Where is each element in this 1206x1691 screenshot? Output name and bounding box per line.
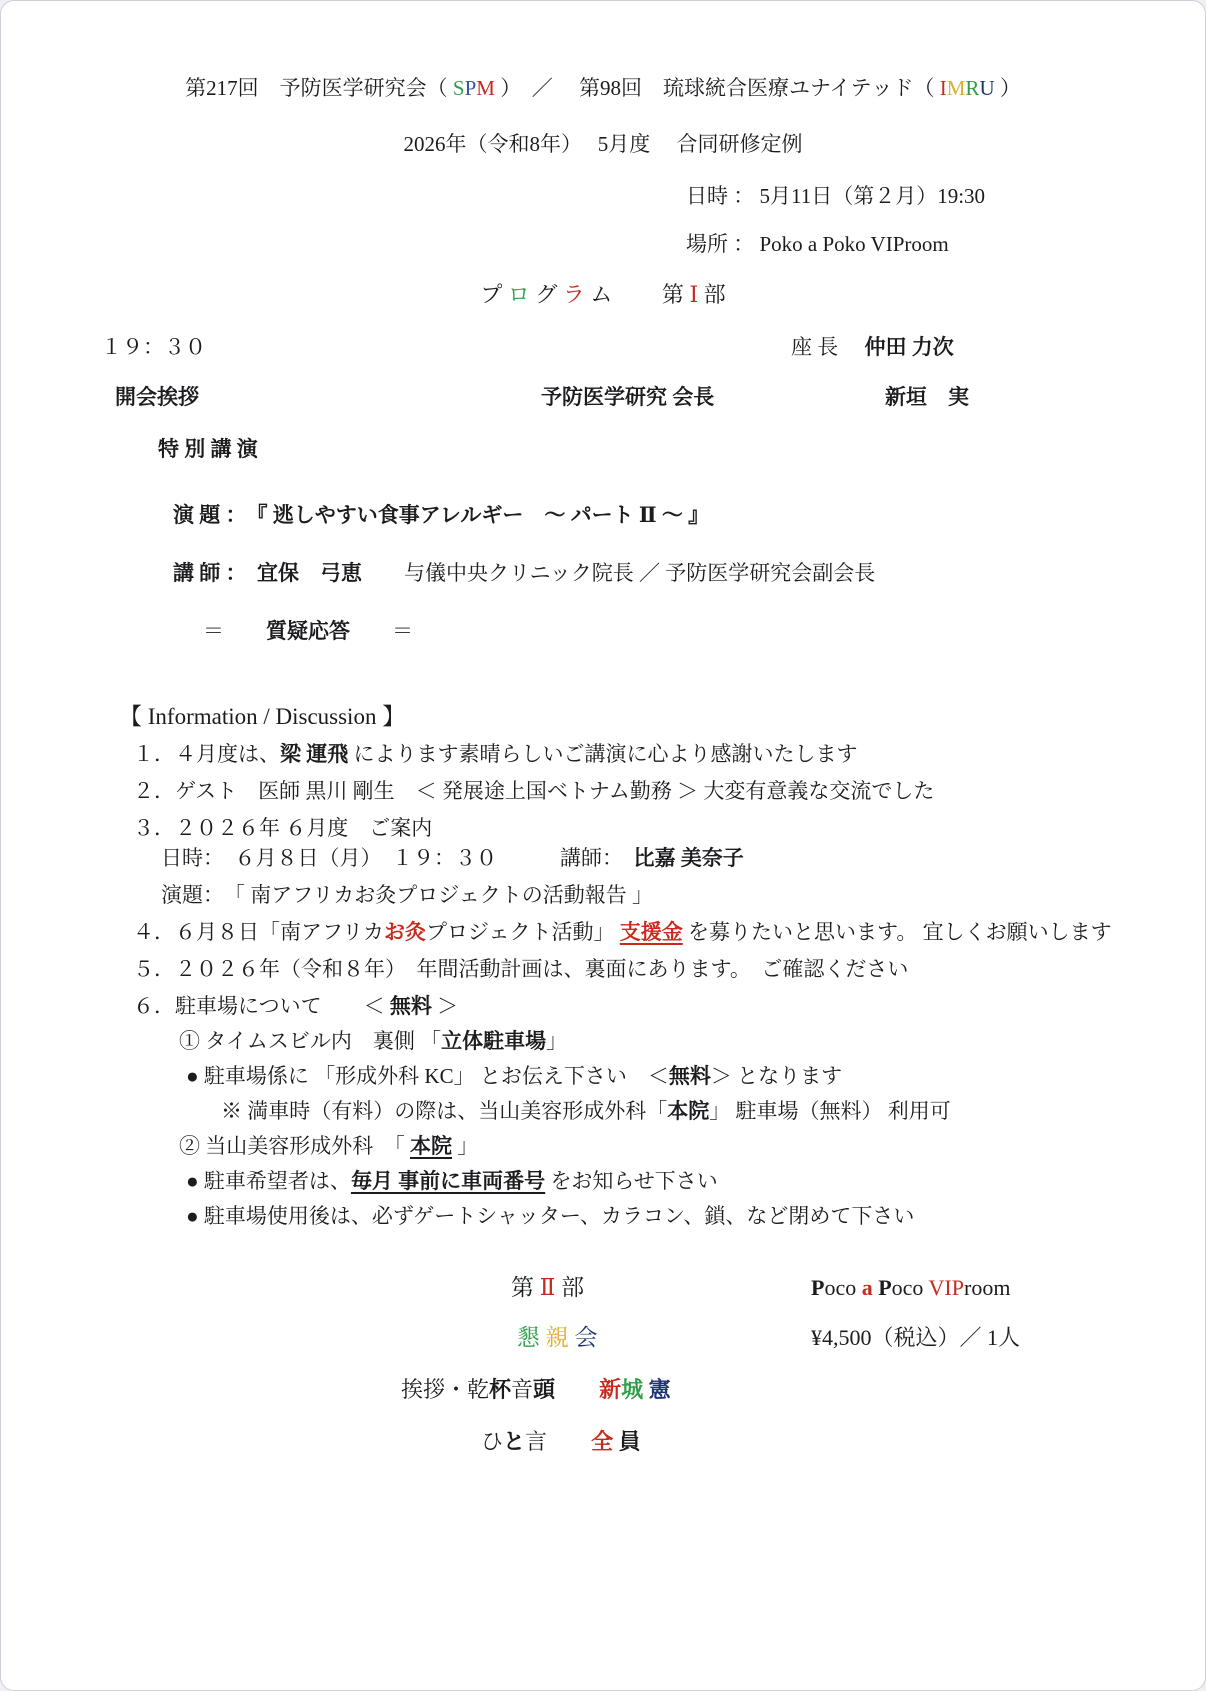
doc-title: 第217回 予防医学研究会（ SPM ） ／ 第98回 琉球統合医療ユナイテッド（ IMRU ） <box>185 76 1021 100</box>
meta-datetime: 日時 ： 5月11日（第２月）19:30 <box>686 184 986 208</box>
part2-label: 第 Ⅱ 部 <box>511 1275 585 1300</box>
info-item-6 <box>93 991 1113 1021</box>
info-subitem-topic-text: 演題： 「 南アフリカお灸プロジェクトの活動報告 」 <box>161 883 654 907</box>
part2-venue: Poco a Poco VIProom <box>811 1275 1011 1300</box>
program-heading: プ ロ グ ラ ム 第 Ⅰ 部 <box>480 282 726 307</box>
lecture-title: 演 題 ： 『 逃しやすい食事アレルギー ～ パート Ⅱ ～ 』 <box>173 503 710 527</box>
info-subitem-topic <box>93 880 1113 910</box>
info-item-1 <box>93 739 1113 769</box>
info-subitem-datetime-text: 日時： ６月８日（月） １９：３０ 講師： 比嘉 美奈子 <box>161 846 744 870</box>
info-item-3 <box>93 813 1113 843</box>
info-item-1-text: １．４月度は、梁 運飛 によります素晴らしいご講演に心より感謝いたします <box>133 742 858 766</box>
opening-org: 予防医学研究 会長 <box>541 385 715 409</box>
lecture-title-row <box>93 500 1113 530</box>
info-heading: 【 Information / Discussion 】 <box>119 704 406 729</box>
toast-line: 挨拶・乾杯音頭 新城 憲 <box>401 1377 671 1402</box>
parking-line-6-text: ● 駐車場使用後は、必ずゲートシャッター、カラコン、鎖、など閉めて下さい <box>186 1204 915 1228</box>
qa-row <box>93 616 1113 646</box>
meta-venue: 場所 ： Poko a Poko VIProom <box>686 232 949 256</box>
special-lecture-heading: 特 別 講 演 <box>158 437 258 461</box>
doc-subtitle: 2026年（令和8年） 5月度 合同研修定例 <box>403 132 803 156</box>
hitokoto-row <box>93 1427 1113 1457</box>
parking-line-5 <box>93 1166 1113 1196</box>
lecturer-line: 講 師 ： 宜保 弓恵 与儀中央クリニック院長 ／ 予防医学研究会副会長 <box>173 561 876 585</box>
parking-line-6 <box>93 1201 1113 1231</box>
parking-line-4-text: ② 当山美容形成外科 「 本院 」 <box>179 1134 479 1158</box>
parking-line-5-text: ● 駐車希望者は、毎月 事前に車両番号 をお知らせ下さい <box>186 1169 718 1193</box>
start-time: １９：３０ <box>101 335 206 359</box>
party-row <box>93 1323 1113 1353</box>
parking-line-1-text: ① タイムスビル内 裏側 「立体駐車場」 <box>179 1029 568 1053</box>
info-item-5-text: ５．２０２６年（令和８年） 年間活動計画は、裏面にあります。 ご確認ください <box>133 957 909 981</box>
opening-row <box>93 382 1113 412</box>
info-heading-row <box>93 702 1113 732</box>
qa-line: ＝ 質疑応答 ＝ <box>203 619 413 643</box>
info-item-2 <box>93 776 1113 806</box>
info-item-4 <box>93 917 1113 947</box>
info-item-3-text: ３．２０２６年 ６月度 ご案内 <box>133 816 433 840</box>
parking-line-2 <box>93 1061 1113 1091</box>
time-chair-row <box>93 332 1113 362</box>
part2-header-row <box>93 1273 1113 1303</box>
info-item-2-text: ２．ゲスト 医師 黒川 剛生 ＜ 発展途上国ベトナム勤務 ＞ 大変有意義な交流でした <box>133 779 935 803</box>
parking-line-1 <box>93 1026 1113 1056</box>
info-subitem-datetime <box>93 843 1113 873</box>
toast-row <box>93 1375 1113 1405</box>
info-item-5 <box>93 954 1113 984</box>
lecturer-row <box>93 558 1113 588</box>
hitokoto-line: ひと言 全 員 <box>481 1429 641 1454</box>
opening-label: 開会挨拶 <box>115 385 199 409</box>
party-fee: ¥4,500（税込）／ 1人 <box>811 1325 1021 1350</box>
party-label: 懇 親 会 <box>517 1325 598 1350</box>
chair-line: 座 長 仲田 力次 <box>791 335 954 359</box>
opening-name: 新垣 実 <box>885 385 969 409</box>
parking-line-4 <box>93 1131 1113 1161</box>
parking-line-2-text: ● 駐車場係に 「形成外科 KC」 とお伝え下さい ＜無料＞ となります <box>186 1064 843 1088</box>
special-lecture-row <box>93 434 1113 464</box>
info-item-6-text: ６．駐車場について ＜ 無料 ＞ <box>133 994 459 1018</box>
info-item-4-text: ４．６月８日「南アフリカお灸プロジェクト活動」 支援金 を募りたいと思います。 宜しくお願いします <box>133 920 1112 944</box>
parking-line-3 <box>93 1096 1113 1126</box>
parking-line-3-text: ※ 満車時（有料）の際は、当山美容形成外科「本院」 駐車場（無料） 利用可 <box>221 1099 951 1123</box>
meta-block <box>686 181 1113 259</box>
